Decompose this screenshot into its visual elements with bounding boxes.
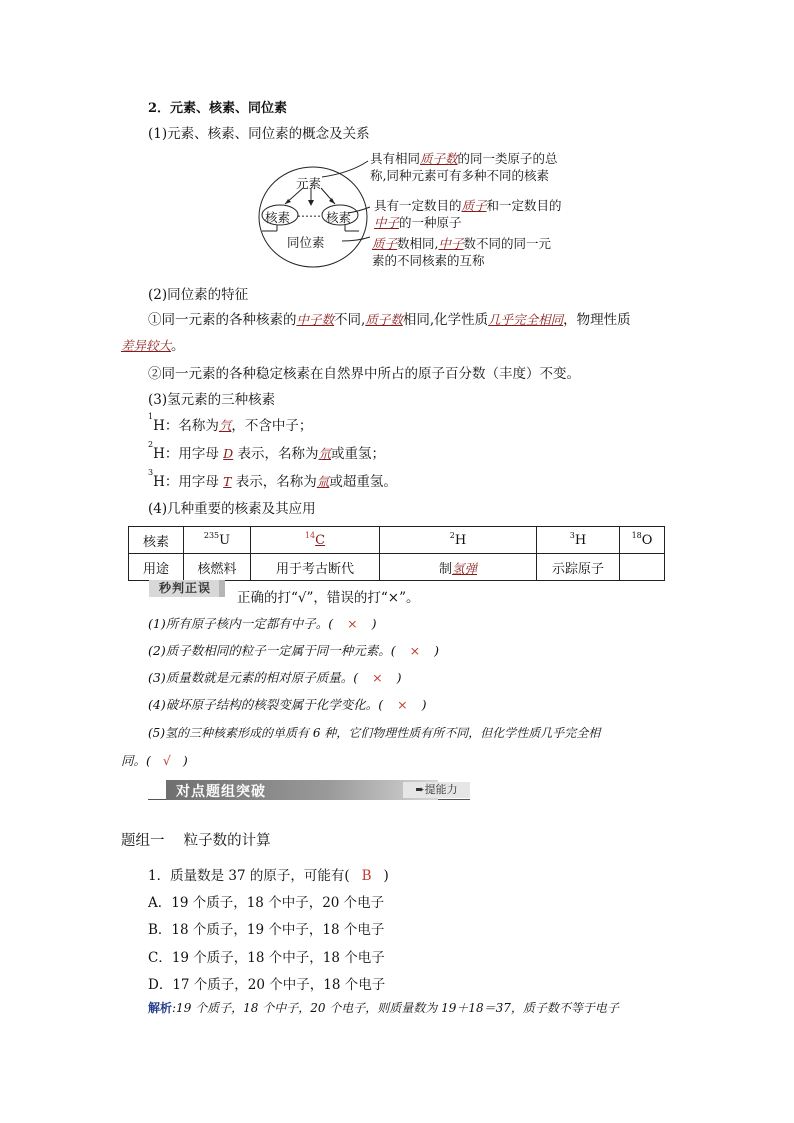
option-a: A．19 个质子，18 个中子，20 个电子 <box>148 895 385 911</box>
table-cell: $^{14}$C <box>251 527 380 554</box>
section-title: 2．元素、核素、同位素 <box>148 101 288 116</box>
subsection-heading-1: (1)元素、核素、同位素的概念及关系 <box>148 126 370 142</box>
option-c: C．19 个质子，18 个中子，18 个电子 <box>148 950 385 966</box>
diagram-note-element-2: 称,同种元素可有多种不同的核素 <box>370 168 549 183</box>
judge-tag-accent <box>219 580 225 597</box>
subsection-heading-3: (3)氢元素的三种核素 <box>148 392 276 408</box>
group-title: 题组一 粒子数的计算 <box>121 833 271 849</box>
table-cell: $^{235}$U <box>184 527 251 554</box>
diagram-note-isotope-2: 素的不同核素的互称 <box>372 253 485 268</box>
table-cell: $^2$H <box>380 527 537 554</box>
analysis: 解析:19 个质子，18 个中子，20 个电子，则质量数为 19＋18＝37，质子数不等于电子 <box>148 1001 619 1015</box>
subsection-heading-4: (4)几种重要的核素及其应用 <box>148 501 316 517</box>
table-cell: 用于考古断代 <box>251 554 380 581</box>
option-b: B．18 个质子，19 个中子，18 个电子 <box>148 922 385 938</box>
diagram-dots: …… <box>297 206 321 220</box>
judge-item-4: (4)破坏原子结构的核裂变属于化学变化。( × ) <box>148 697 427 712</box>
judge-item-1: (1)所有原子核内一定都有中子。( × ) <box>148 616 377 631</box>
feature-2: ②同一元素的各种稳定核素在自然界中所占的原子百分数（丰度）不变。 <box>148 366 580 382</box>
table-cell: 示踪原子 <box>537 554 620 581</box>
judge-instruction: 正确的打“√”，错误的打“×”。 <box>237 590 420 606</box>
judge-item-5-line1: (5)氢的三种核素形成的单质有 6 种，它们物理性质有所不同，但化学性质几乎完全相 <box>148 726 601 740</box>
diagram-note-element: 具有相同质子数的同一类原子的总 <box>370 151 558 166</box>
banner-right-label: ➨提能力 <box>403 782 470 798</box>
diagram-connectors <box>320 155 375 250</box>
banner-title: 对点题组突破 <box>176 784 266 800</box>
judge-item-5-line2: 同。( √ ) <box>121 753 188 768</box>
diagram-hesu-left: 核素 <box>265 210 291 225</box>
feature-1-line2: 差异较大。 <box>121 338 185 354</box>
option-d: D．17 个质子，20 个中子，18 个电子 <box>148 977 386 993</box>
table-cell: $^{18}$O <box>620 527 665 554</box>
judge-item-2: (2)质子数相同的粒子一定属于同一种元素。( × ) <box>148 643 439 658</box>
section-banner <box>148 779 470 803</box>
judge-tag: 秒判正误 <box>149 580 221 597</box>
subsection-heading-2: (2)同位素的特征 <box>148 287 249 303</box>
diagram-yuansu: 元素 <box>296 176 322 191</box>
table-cell <box>620 554 665 581</box>
hydrogen-tritium: $^3$H：用字母 T 表示，名称为氚或超重氢。 <box>148 468 397 490</box>
table-cell: $^3$H <box>537 527 620 554</box>
table-cell: 核燃料 <box>184 554 251 581</box>
feature-1-line1: ①同一元素的各种核素的中子数不同,质子数相同,化学性质几乎完全相同，物理性质 <box>148 312 631 328</box>
table-cell: 核素 <box>129 527 184 554</box>
hydrogen-protium: $^1$H：名称为氕，不含中子； <box>148 412 313 434</box>
diagram-note-isotope: 质子数相同,中子数不同的同一元 <box>372 236 552 251</box>
diagram-hesu-right: 核素 <box>326 210 352 225</box>
table-cell: 用途 <box>129 554 184 581</box>
diagram-note-nuclide: 具有一定数目的质子和一定数目的 <box>374 198 562 213</box>
diagram-note-nuclide-2: 中子的一种原子 <box>374 215 462 230</box>
diagram-tongweisu: 同位素 <box>287 235 325 250</box>
hydrogen-deuterium: $^2$H：用字母 D 表示，名称为氘或重氢； <box>148 440 386 462</box>
nuclide-table <box>128 526 665 581</box>
table-row <box>129 554 665 581</box>
judge-item-3: (3)质量数就是元素的相对原子质量。( × ) <box>148 670 402 685</box>
question-stem: 1．质量数是 37 的原子，可能有( B ) <box>148 868 389 884</box>
table-row <box>129 527 665 554</box>
table-cell: 制氢弹 <box>380 554 537 581</box>
